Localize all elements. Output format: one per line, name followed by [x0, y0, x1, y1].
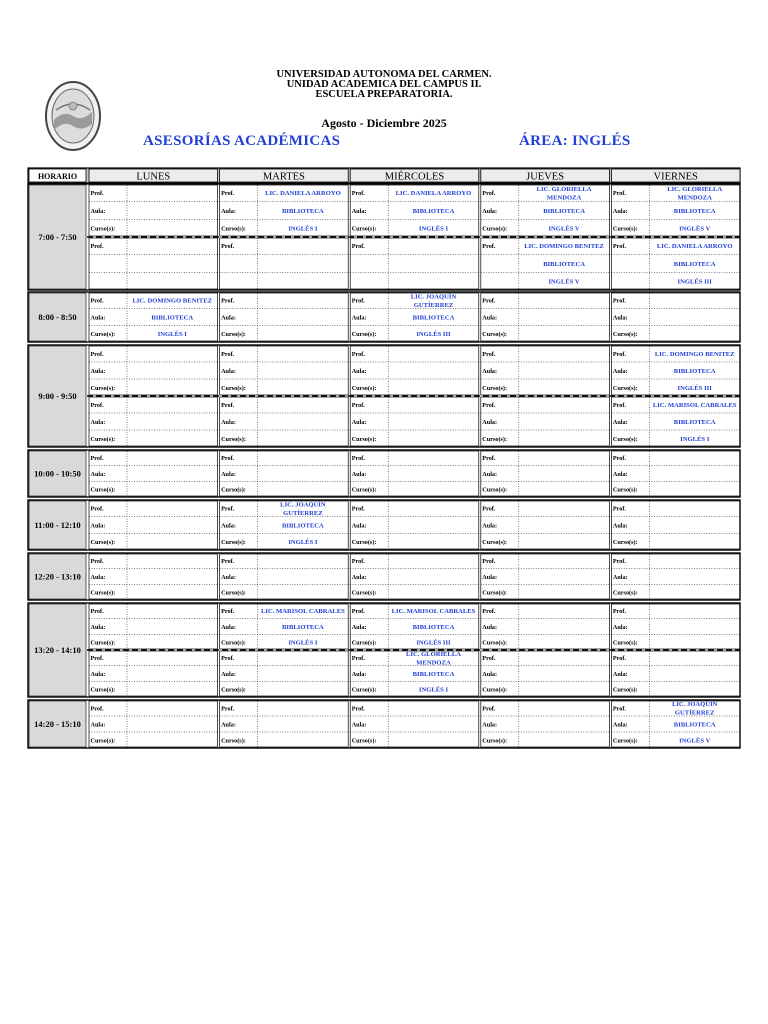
field-label-prof: Prof. [612, 297, 627, 305]
cell-value-cursos: INGLÉS I [288, 539, 318, 547]
field-label-cursos: Curso(s): [482, 737, 508, 745]
field-label-cursos: Curso(s): [612, 589, 638, 597]
day-cell [220, 238, 349, 289]
field-label-cursos: Curso(s): [482, 539, 508, 547]
field-label-prof: Prof. [90, 505, 104, 513]
field-label-prof: Prof. [351, 655, 365, 663]
field-label-aula: Aula: [482, 470, 498, 478]
field-label-cursos: Curso(s): [90, 331, 116, 339]
field-label-cursos: Curso(s): [90, 686, 116, 694]
field-label-aula: Aula: [351, 207, 367, 215]
field-label-cursos: Curso(s): [221, 435, 246, 443]
day-cell [89, 238, 218, 289]
time-label: 14:20 - 15:10 [34, 719, 81, 729]
cell-value-line: LIC. GLORIELLA [667, 185, 723, 193]
cell-value-aula: BIBLIOTECA [412, 623, 455, 631]
field-label-aula: Aula: [612, 207, 628, 215]
field-label-prof: Prof. [482, 455, 496, 463]
field-label-cursos: Curso(s): [90, 384, 116, 392]
cell-value-line: GUTÍERREZ [413, 301, 454, 309]
field-label-prof: Prof. [90, 655, 104, 663]
field-label-aula: Aula: [221, 623, 236, 631]
field-label-aula: Aula: [612, 367, 628, 375]
field-label-cursos: Curso(s): [612, 686, 638, 694]
cell-value-prof: LIC. DOMINGO BENITEZ [132, 297, 213, 305]
field-label-aula: Aula: [612, 522, 628, 530]
field-label-aula: Aula: [612, 573, 628, 581]
field-label-prof: Prof. [351, 558, 365, 566]
field-label-prof: Prof. [612, 401, 627, 409]
field-label-cursos: Curso(s): [612, 639, 638, 647]
header-line-school: ESCUELA PREPARATORIA. [315, 89, 453, 100]
field-label-prof: Prof. [221, 190, 235, 198]
header-line-university: UNIVERSIDAD AUTONOMA DEL CARMEN. [276, 69, 492, 80]
field-label-cursos: Curso(s): [351, 737, 377, 745]
field-label-aula: Aula: [90, 573, 106, 581]
field-label-prof: Prof. [612, 705, 627, 713]
field-label-prof: Prof. [221, 705, 235, 713]
field-label-cursos: Curso(s): [612, 486, 638, 494]
page-title: ASESORÍAS ACADÉMICAS [143, 133, 341, 149]
field-label-prof: Prof. [612, 655, 627, 663]
cell-value-prof [280, 500, 326, 517]
cell-value-prof: LIC. MARISOL CABRALES [652, 401, 737, 409]
cell-value-line: LIC. JOAQUÍN [671, 701, 718, 709]
cell-value-aula: BIBLIOTECA [673, 260, 716, 268]
field-label-cursos: Curso(s): [90, 435, 116, 443]
field-label-aula: Aula: [482, 314, 498, 322]
cell-value-prof [406, 651, 461, 667]
field-label-aula: Aula: [482, 721, 498, 729]
field-label-aula: Aula: [221, 573, 236, 581]
cell-value-aula: BIBLIOTECA [673, 721, 716, 729]
cell-value-line: LIC. JOAQUÍN [410, 293, 457, 301]
field-label-cursos: Curso(s): [482, 225, 508, 233]
time-label: 13:20 - 14:10 [34, 645, 81, 655]
field-label-cursos: Curso(s): [351, 331, 377, 339]
field-label-aula: Aula: [612, 623, 628, 631]
field-label-aula: Aula: [351, 623, 367, 631]
cell-value-prof: LIC. DOMINGO BENITEZ [654, 350, 735, 358]
cell-value-prof: LIC. MARISOL CABRALES [261, 608, 345, 616]
day-header-2: MIÉRCOLES [384, 171, 445, 183]
cell-value-aula: BIBLIOTECA [543, 260, 585, 268]
field-label-prof: Prof. [90, 558, 104, 566]
field-label-cursos: Curso(s): [482, 435, 508, 443]
field-label-aula: Aula: [90, 418, 106, 426]
field-label-cursos: Curso(s): [482, 589, 508, 597]
cell-value-prof: LIC. MARISOL CABRALES [391, 608, 476, 616]
field-label-cursos: Curso(s): [351, 435, 377, 443]
time-label: 8:00 - 8:50 [38, 312, 77, 322]
field-label-prof: Prof. [612, 350, 627, 358]
cell-value-prof [667, 186, 722, 202]
cell-value-cursos: INGLÉS I [288, 639, 318, 647]
field-label-cursos: Curso(s): [351, 225, 377, 233]
field-label-prof: Prof. [482, 350, 496, 358]
cell-value-cursos: INGLÉS I [680, 435, 710, 443]
field-label-aula: Aula: [90, 314, 106, 322]
cell-value-prof [672, 700, 718, 717]
field-label-cursos: Curso(s): [612, 225, 638, 233]
field-label-prof: Prof. [351, 705, 365, 713]
field-label-prof: Prof. [351, 608, 365, 616]
field-label-aula: Aula: [221, 418, 236, 426]
field-label-aula: Aula: [221, 207, 236, 215]
field-label-aula: Aula: [482, 623, 498, 631]
field-label-aula: Aula: [221, 470, 236, 478]
field-label-aula: Aula: [351, 721, 367, 729]
cell-value-cursos: INGLÉS I [157, 331, 187, 339]
field-label-aula: Aula: [90, 670, 106, 678]
cell-value-prof: LIC. DANIELA ARROYO [265, 190, 341, 198]
cell-value-aula: BIBLIOTECA [151, 314, 194, 322]
field-label-cursos: Curso(s): [482, 639, 508, 647]
cell-value-cursos: INGLÉS V [679, 737, 711, 745]
field-label-prof: Prof. [482, 297, 496, 305]
field-label-aula: Aula: [351, 522, 367, 530]
field-label-aula: Aula: [612, 418, 628, 426]
field-label-prof: Prof. [90, 608, 104, 616]
field-label-cursos: Curso(s): [351, 686, 377, 694]
cell-value-cursos: INGLÉS V [548, 225, 580, 233]
field-label-prof: Prof. [221, 505, 235, 513]
day-header-4: VIERNES [653, 171, 698, 183]
field-label-prof: Prof. [612, 190, 627, 198]
day-header-1: MARTES [262, 171, 305, 183]
day-header-0: LUNES [136, 171, 171, 183]
cell-value-aula: BIBLIOTECA [412, 207, 455, 215]
field-label-cursos: Curso(s): [612, 384, 638, 392]
field-label-cursos: Curso(s): [482, 331, 508, 339]
field-label-prof: Prof. [482, 401, 496, 409]
field-label-prof: Prof. [221, 558, 235, 566]
day-cell [350, 238, 479, 289]
field-label-aula: Aula: [482, 522, 498, 530]
field-label-aula: Aula: [351, 418, 367, 426]
cell-value-prof: LIC. DANIELA ARROYO [395, 190, 472, 198]
field-label-prof: Prof. [221, 243, 235, 251]
field-label-cursos: Curso(s): [221, 686, 246, 694]
cell-value-cursos: INGLÉS III [677, 384, 712, 392]
field-label-cursos: Curso(s): [90, 639, 116, 647]
field-label-cursos: Curso(s): [351, 539, 377, 547]
field-label-cursos: Curso(s): [482, 686, 508, 694]
cell-value-cursos: INGLÉS III [677, 278, 712, 286]
field-label-prof: Prof. [482, 505, 496, 513]
field-label-prof: Prof. [482, 243, 496, 251]
header-line-unit: UNIDAD ACADEMICA DEL CAMPUS II. [286, 79, 482, 90]
field-label-aula: Aula: [482, 418, 498, 426]
field-label-cursos: Curso(s): [482, 486, 508, 494]
field-label-prof: Prof. [90, 401, 104, 409]
field-label-cursos: Curso(s): [221, 384, 246, 392]
field-label-aula: Aula: [90, 367, 106, 375]
cell-value-cursos: INGLÉS V [548, 278, 580, 286]
field-label-aula: Aula: [612, 314, 628, 322]
cell-value-aula: BIBLIOTECA [282, 207, 324, 215]
field-label-prof: Prof. [221, 350, 235, 358]
cell-value-aula: BIBLIOTECA [412, 314, 455, 322]
field-label-cursos: Curso(s): [612, 435, 638, 443]
cell-value-aula: BIBLIOTECA [673, 367, 716, 375]
cell-value-line: MENDOZA [416, 659, 451, 667]
field-label-aula: Aula: [351, 314, 367, 322]
cell-value-line: LIC. GLORIELLA [406, 650, 461, 658]
cell-value-cursos: INGLÉS III [416, 331, 451, 339]
cell-value-aula: BIBLIOTECA [282, 623, 324, 631]
field-label-aula: Aula: [612, 670, 628, 678]
field-label-cursos: Curso(s): [90, 737, 116, 745]
field-label-cursos: Curso(s): [612, 331, 638, 339]
field-label-prof: Prof. [221, 655, 235, 663]
field-label-cursos: Curso(s): [221, 589, 246, 597]
cell-value-aula: BIBLIOTECA [282, 522, 324, 530]
time-label: 12:20 - 13:10 [34, 571, 81, 582]
field-label-cursos: Curso(s): [351, 384, 377, 392]
cell-value-line: MENDOZA [546, 194, 582, 202]
field-label-prof: Prof. [90, 455, 104, 463]
field-label-prof: Prof. [482, 608, 496, 616]
cell-value-line: GUTÍERREZ [674, 709, 715, 717]
time-label: 9:00 - 9:50 [38, 391, 77, 401]
field-label-prof: Prof. [482, 655, 496, 663]
field-label-prof: Prof. [482, 558, 496, 566]
field-label-prof: Prof. [221, 608, 235, 616]
cell-value-cursos: INGLÉS I [418, 225, 449, 233]
field-label-prof: Prof. [612, 558, 627, 566]
field-label-cursos: Curso(s): [351, 639, 377, 647]
field-label-cursos: Curso(s): [90, 539, 116, 547]
field-label-aula: Aula: [221, 670, 236, 678]
field-label-prof: Prof. [351, 190, 365, 198]
field-label-prof: Prof. [612, 455, 627, 463]
field-label-aula: Aula: [351, 670, 367, 678]
field-label-prof: Prof. [351, 243, 365, 251]
field-label-cursos: Curso(s): [351, 486, 377, 494]
cell-value-line: GUTÍERREZ [283, 509, 323, 517]
field-label-prof: Prof. [90, 297, 104, 305]
cell-value-line: MENDOZA [677, 194, 712, 202]
field-label-prof: Prof. [351, 455, 365, 463]
field-label-cursos: Curso(s): [221, 486, 246, 494]
time-label: 10:00 - 10:50 [34, 468, 81, 479]
day-header-3: JUEVES [526, 171, 565, 183]
area-title: ÁREA: INGLÉS [519, 133, 631, 149]
time-label: 7:00 - 7:50 [38, 232, 77, 242]
field-label-prof: Prof. [612, 505, 627, 513]
cell-value-prof: LIC. DOMINGO BENITEZ [524, 243, 604, 251]
field-label-prof: Prof. [221, 297, 235, 305]
field-label-aula: Aula: [221, 367, 236, 375]
field-label-aula: Aula: [351, 573, 367, 581]
field-label-aula: Aula: [482, 367, 498, 375]
field-label-cursos: Curso(s): [221, 737, 246, 745]
field-label-cursos: Curso(s): [482, 384, 508, 392]
field-label-cursos: Curso(s): [612, 539, 638, 547]
cell-value-aula: BIBLIOTECA [543, 207, 585, 215]
horario-header: HORARIO [37, 172, 78, 181]
cell-value-aula: BIBLIOTECA [412, 670, 455, 678]
field-label-cursos: Curso(s): [612, 737, 638, 745]
field-label-prof: Prof. [612, 243, 627, 251]
field-label-cursos: Curso(s): [221, 331, 246, 339]
field-label-prof: Prof. [221, 455, 235, 463]
field-label-aula: Aula: [482, 573, 498, 581]
field-label-aula: Aula: [612, 470, 628, 478]
field-label-prof: Prof. [351, 297, 365, 305]
cell-value-line: LIC. JOAQUÍN [280, 501, 326, 509]
field-label-cursos: Curso(s): [221, 225, 246, 233]
field-label-aula: Aula: [612, 721, 628, 729]
field-label-aula: Aula: [90, 470, 106, 478]
field-label-cursos: Curso(s): [90, 225, 116, 233]
field-label-aula: Aula: [221, 314, 236, 322]
field-label-aula: Aula: [351, 367, 367, 375]
cell-value-cursos: INGLÉS III [416, 639, 451, 647]
cell-value-line: LIC. GLORIELLA [536, 185, 592, 193]
cell-value-cursos: INGLÉS I [418, 686, 449, 694]
cell-value-aula: BIBLIOTECA [673, 207, 716, 215]
field-label-prof: Prof. [612, 608, 627, 616]
cell-value-aula: BIBLIOTECA [673, 418, 716, 426]
field-label-cursos: Curso(s): [221, 539, 246, 547]
field-label-prof: Prof. [351, 401, 365, 409]
field-label-prof: Prof. [482, 190, 496, 198]
field-label-prof: Prof. [351, 350, 365, 358]
cell-value-cursos: INGLÉS I [288, 225, 318, 233]
field-label-aula: Aula: [221, 522, 236, 530]
field-label-cursos: Curso(s): [90, 589, 116, 597]
time-label: 11:00 - 12:10 [34, 520, 81, 530]
field-label-prof: Prof. [351, 505, 365, 513]
field-label-prof: Prof. [90, 350, 104, 358]
field-label-aula: Aula: [482, 207, 498, 215]
field-label-prof: Prof. [90, 705, 104, 713]
field-label-aula: Aula: [221, 721, 236, 729]
field-label-cursos: Curso(s): [351, 589, 377, 597]
field-label-prof: Prof. [221, 401, 235, 409]
field-label-aula: Aula: [90, 522, 106, 530]
cell-value-prof: LIC. DANIELA ARROYO [656, 243, 733, 251]
cell-value-prof [411, 292, 457, 309]
field-label-prof: Prof. [90, 243, 104, 251]
field-label-cursos: Curso(s): [90, 486, 116, 494]
field-label-aula: Aula: [90, 623, 106, 631]
field-label-aula: Aula: [90, 207, 106, 215]
field-label-cursos: Curso(s): [221, 639, 246, 647]
field-label-prof: Prof. [90, 190, 104, 198]
field-label-aula: Aula: [351, 470, 367, 478]
field-label-aula: Aula: [482, 670, 498, 678]
field-label-aula: Aula: [90, 721, 106, 729]
cell-value-prof [537, 186, 592, 202]
cell-value-cursos: INGLÉS V [679, 225, 711, 233]
period-label: Agosto - Diciembre 2025 [321, 116, 447, 130]
field-label-prof: Prof. [482, 705, 496, 713]
